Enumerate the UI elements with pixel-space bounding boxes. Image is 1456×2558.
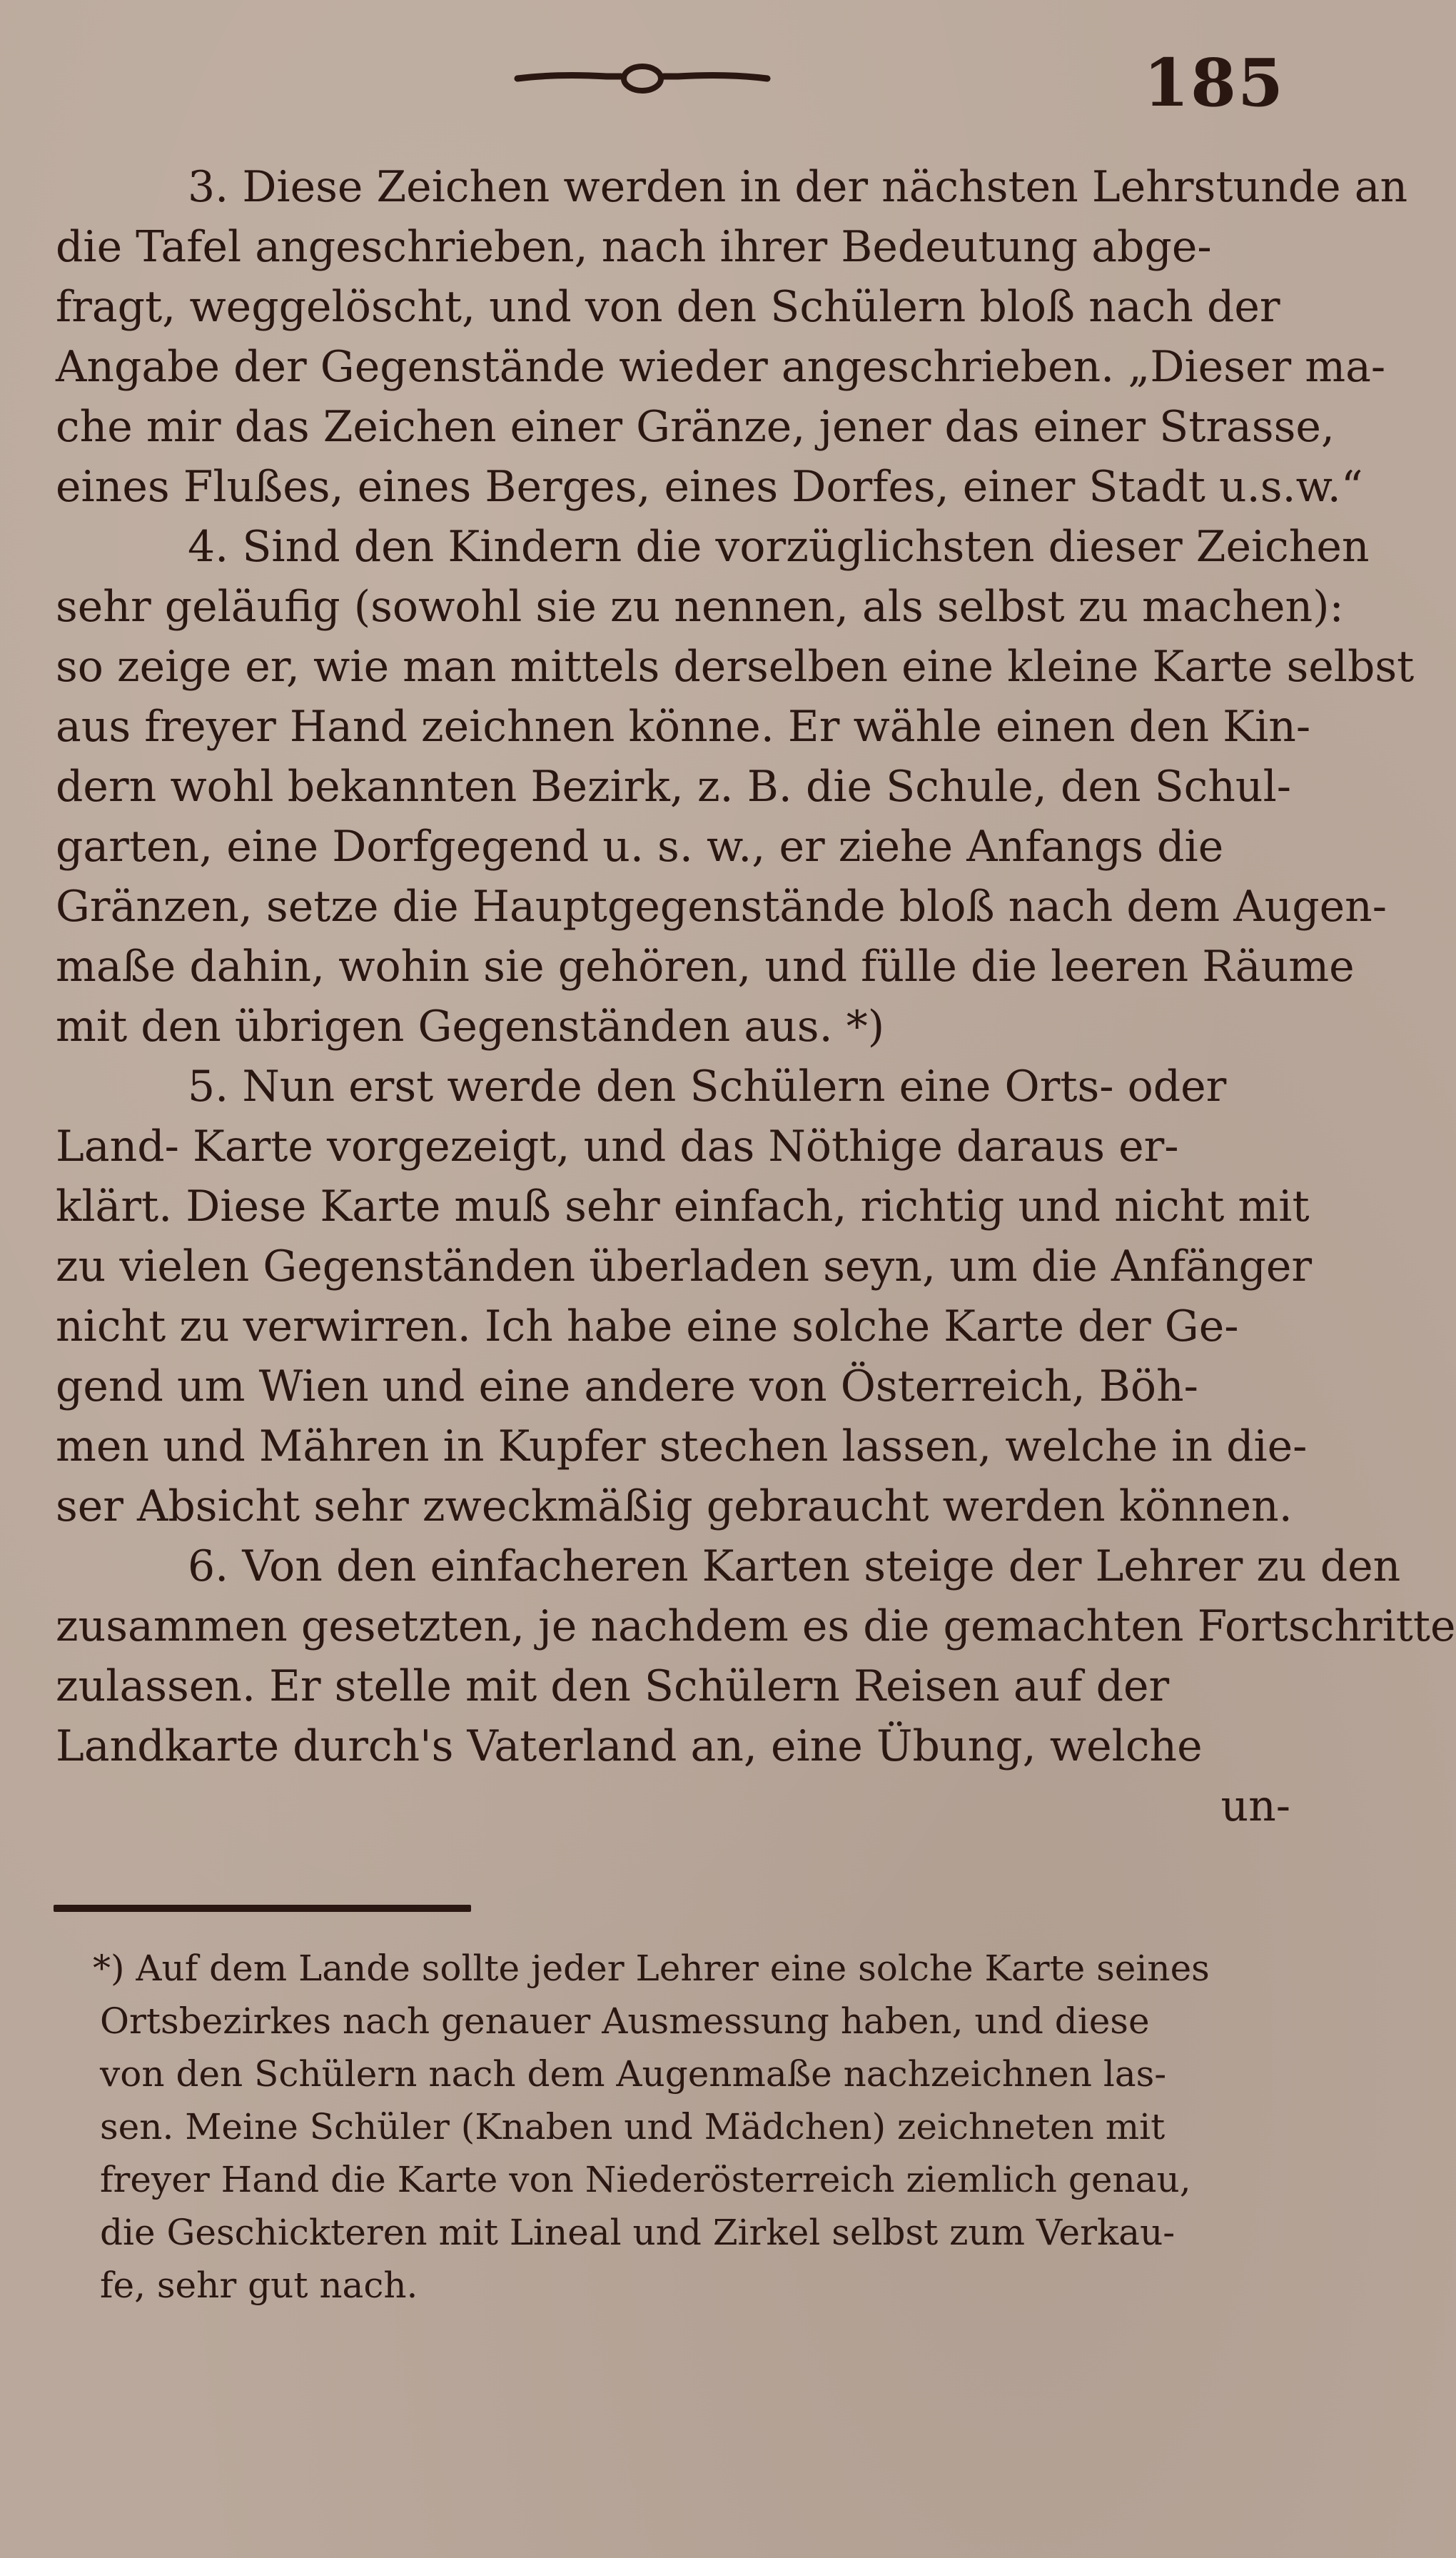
text-line: 5. Nun erst werde den Schülern eine Orts- oder — [188, 1062, 1227, 1112]
text-line: fragt, weggelöscht, und von den Schülern bloß nach der — [56, 282, 1280, 332]
text-line: zusammen gesetzten, je nachdem es die gemachten Fortschritte — [56, 1601, 1456, 1651]
text-line: men und Mähren in Kupfer stechen lassen, welche in die- — [56, 1421, 1308, 1471]
text-line: 3. Diese Zeichen werden in der nächsten Lehrstunde an — [188, 162, 1408, 212]
footnote — [93, 1942, 1313, 2312]
footnote-line: von den Schülern nach dem Augenmaße nachzeichnen las- — [100, 2053, 1167, 2095]
catchword: un- — [1220, 1781, 1290, 1831]
text-line: sehr geläufig (sowohl sie zu nennen, als selbst zu machen): — [56, 582, 1344, 632]
text-line: so zeige er, wie man mittels derselben eine kleine Karte selbst — [56, 642, 1415, 692]
text-line: Gränzen, setze die Hauptgegenstände bloß nach dem Augen- — [56, 882, 1387, 932]
text-line: klärt. Diese Karte muß sehr einfach, richtig und nicht mit — [56, 1182, 1310, 1232]
text-line: Landkarte durch's Vaterland an, eine Übung, welche — [56, 1721, 1203, 1771]
footnote-line: sen. Meine Schüler (Knaben und Mädchen) zeichneten mit — [100, 2106, 1166, 2147]
text-line: aus freyer Hand zeichnen könne. Er wähle einen den Kin- — [56, 702, 1311, 752]
text-line: die Tafel angeschrieben, nach ihrer Bedeutung abge- — [56, 222, 1212, 272]
text-line: Land- Karte vorgezeigt, und das Nöthige daraus er- — [56, 1122, 1179, 1172]
footnote-divider — [54, 1905, 471, 1912]
text-line: 4. Sind den Kindern die vorzüglichsten dieser Zeichen — [188, 522, 1370, 572]
footnote-line: die Geschickteren mit Lineal und Zirkel selbst zum Verkau- — [100, 2212, 1176, 2253]
text-line: zulassen. Er stelle mit den Schülern Reisen auf der — [56, 1661, 1170, 1711]
text-line: ser Absicht sehr zweckmäßig gebraucht werden können. — [56, 1481, 1293, 1531]
text-line: garten, eine Dorfgegend u. s. w., er ziehe Anfangs die — [56, 822, 1224, 872]
text-line: gend um Wien und eine andere von Österreich, Böh- — [56, 1361, 1198, 1411]
footnote-line: Ortsbezirkes nach genauer Ausmessung haben, und diese — [100, 2000, 1150, 2042]
footnote-line: *) Auf dem Lande sollte jeder Lehrer eine solche Karte seines — [93, 1948, 1210, 1989]
text-line: dern wohl bekannten Bezirk, z. B. die Schule, den Schul- — [56, 762, 1292, 812]
text-line: maße dahin, wohin sie gehören, und fülle die leeren Räume — [56, 942, 1355, 992]
text-line: mit den übrigen Gegenständen aus. *) — [56, 1002, 885, 1052]
main-text — [56, 157, 1456, 1836]
text-line: Angabe der Gegenstände wieder angeschrieben. „Dieser ma- — [56, 342, 1386, 392]
text-line: nicht zu verwirren. Ich habe eine solche Karte der Ge- — [56, 1301, 1239, 1351]
text-line: zu vielen Gegenständen überladen seyn, um die Anfänger — [56, 1242, 1313, 1291]
footnote-line: freyer Hand die Karte von Niederösterreich ziemlich genau, — [100, 2159, 1191, 2200]
footnote-line: fe, sehr gut nach. — [100, 2265, 418, 2306]
ornamental-rule-icon — [514, 61, 771, 96]
page-header — [0, 29, 1427, 121]
text-line: 6. Von den einfacheren Karten steige der Lehrer zu den — [188, 1541, 1401, 1591]
text-line: che mir das Zeichen einer Gränze, jener das einer Strasse, — [56, 402, 1335, 452]
page-number: 185 — [1143, 44, 1285, 121]
text-line: eines Flußes, eines Berges, eines Dorfes, einer Stadt u.s.w.“ — [56, 462, 1363, 512]
